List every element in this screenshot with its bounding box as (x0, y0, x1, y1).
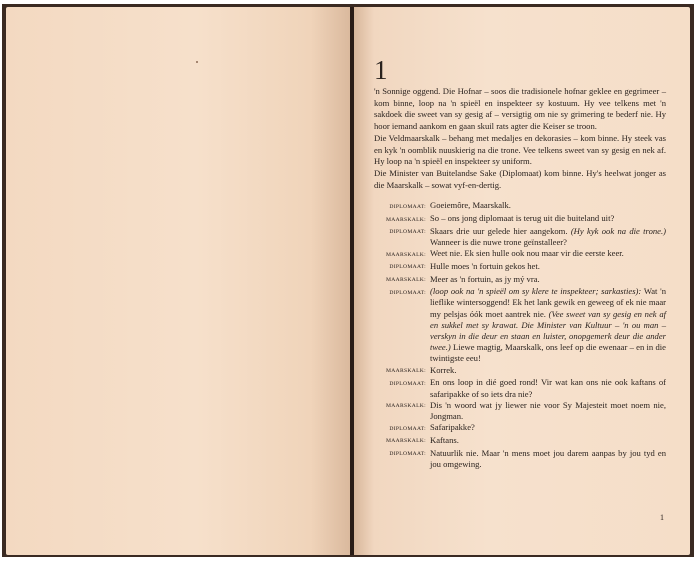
dialogue-line (374, 377, 666, 399)
speaker-label: DIPLOMAAT: (389, 425, 426, 432)
speaker-label: DIPLOMAAT: (389, 203, 426, 210)
dialogue-text: Weet nie. Ek sien hulle ook nou maar vir die eerste keer. (430, 248, 624, 259)
paper-speck (196, 61, 198, 63)
speaker-label: DIPLOMAAT: (389, 289, 426, 296)
dialogue-text: Wanneer is die nuwe trone geïnstalleer? (430, 236, 567, 247)
dialogue-line (374, 448, 666, 470)
chapter-number: 1 (374, 55, 388, 85)
speaker-label: MAARSKALK: (386, 216, 426, 223)
dialogue-text: Safaripakke? (430, 422, 475, 433)
speaker-label: MAARSKALK: (386, 403, 426, 410)
stage-direction-paragraph: Die Veldmaarskalk – behang met medaljes en dekorasies – kom binne. Hy steek vas en kyk 'n oomblik nuuskierig na die trone. Vee telkens sweet van sy gesig en nek af. Hy loop na 'n spieël en inspekteer sy uniform. (374, 132, 666, 167)
dialogue-line (374, 365, 666, 378)
dialogue-line (374, 261, 666, 274)
stage-direction: (loop ook na 'n spieël om sy klere te inspekteer; sarkasties): (430, 286, 642, 297)
speaker-label: DIPLOMAAT: (389, 380, 426, 387)
dialogue-text: Meer as 'n fortuin, as jy mý vra. (430, 273, 540, 284)
dialogue-text: Natuurlik nie. Maar 'n mens moet jou darem aanpas by jou tyd en jou omgewing. (430, 447, 666, 469)
dialogue-text: Dis 'n woord wat jy liewer nie voor Sy Majesteit moet noem nie, Jongman. (430, 399, 666, 421)
dialogue-text: Liewe magtig, Maarskalk, ons leef op die ewenaar – en in die twintigste eeu! (430, 342, 666, 364)
dialogue-text (430, 286, 666, 364)
dialogue-text: Wat 'n lieflike wintersoggend! Ek het lank gewik en geweeg of ek nie maar my pelsjas óók moet aantrek nie. (430, 286, 666, 319)
stage-direction: (Vee sweet van sy gesig en nek af en sukkel met sy krawat. Die Minister van Kultuur – 'n ou man – verskyn in die deur en staan en luister, onopgemerk deur die ander twee.) (430, 308, 667, 353)
dialogue-text: Hulle moes 'n fortuin gekos het. (430, 260, 540, 271)
speaker-label: MAARSKALK: (386, 368, 426, 375)
dialogue-line (374, 435, 666, 448)
page-content (374, 56, 666, 470)
dialogue-line (374, 200, 666, 213)
left-page (6, 7, 352, 555)
speaker-label: MAARSKALK: (386, 251, 426, 258)
dialogue-line (374, 422, 666, 435)
dialogue-line (374, 213, 666, 226)
page-number: 1 (660, 513, 664, 522)
dialogue-text: En ons loop in dié goed rond! Vir wat kan ons nie ook kaftans of safaripakke of so iets dra nie? (430, 377, 666, 399)
dialogue-line (374, 226, 666, 248)
stage-direction-paragraph: 'n Sonnige oggend. Die Hofnar – soos die tradisionele hofnar geklee en gegrimeer – kom binne, loop na 'n spieël en inspekteer sy kostuum. Hy vee telkens met 'n sakdoek die sweet van sy gesig af – versigtig om nie sy grimering te bederf nie. Hy hoor iemand aankom en gaan skuil rats agter die Keiser se troon. (374, 86, 666, 132)
dialogue-text: Korrek. (430, 364, 457, 375)
speaker-label: DIPLOMAAT: (389, 229, 426, 236)
dialogue-line (374, 286, 666, 364)
speaker-label: DIPLOMAAT: (389, 451, 426, 458)
dialogue-text (430, 226, 666, 248)
speaker-label: MAARSKALK: (386, 277, 426, 284)
speaker-label: MAARSKALK: (386, 438, 426, 445)
dialogue-text: So – ons jong diplomaat is terug uit die buiteland uit? (430, 213, 615, 224)
dialogue-line (374, 274, 666, 287)
speaker-label: DIPLOMAAT: (389, 264, 426, 271)
stage-direction-paragraph: Die Minister van Buitelandse Sake (Diplomaat) kom binne. Hy's heelwat jonger as die Maarskalk – sowat vyf-en-dertig. (374, 167, 666, 190)
dialogue-text: Skaars drie uur gelede hier aangekom. (430, 225, 568, 236)
dialogue-text: Kaftans. (430, 434, 459, 445)
dialogue-line (374, 400, 666, 422)
stage-direction: (Hy kyk ook na die trone.) (570, 225, 666, 236)
dialogue-text: Goeiemôre, Maarskalk. (430, 200, 511, 211)
dialogue-line (374, 248, 666, 261)
dialogue-list (374, 200, 666, 470)
